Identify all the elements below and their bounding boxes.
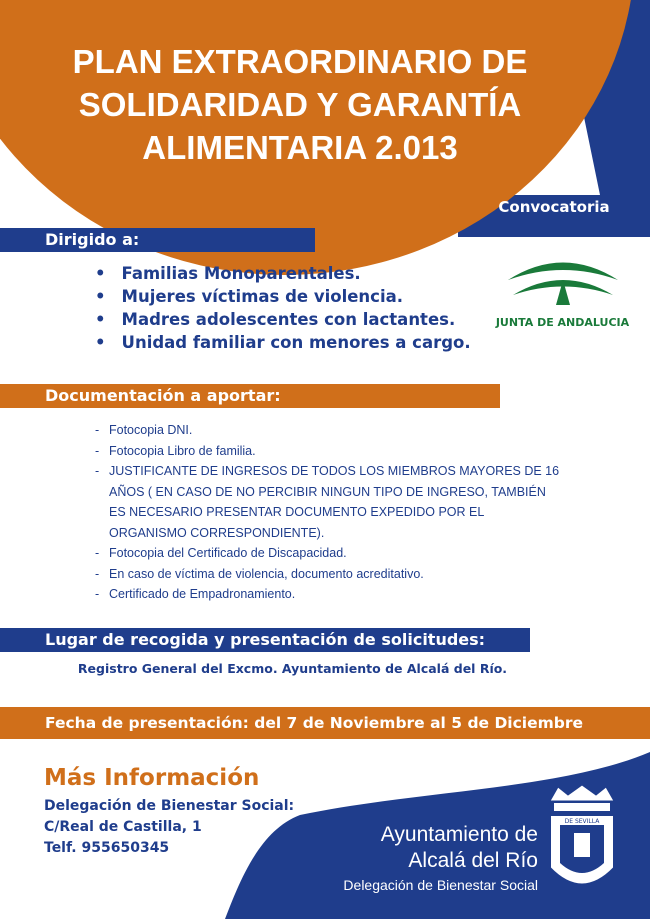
ayuntamiento-line: Ayuntamiento de	[380, 823, 538, 846]
convocatoria-label: Convocatoria	[498, 198, 610, 216]
list-item: - Fotocopia del Certificado de Discapacidad.	[95, 546, 347, 560]
list-item: • Madres adolescentes con lactantes.	[95, 308, 471, 331]
lugar-heading: Lugar de recogida y presentación de solicitudes:	[0, 628, 530, 652]
info-lines	[44, 796, 294, 859]
list-item: - En caso de víctima de violencia, documento acreditativo.	[95, 566, 424, 581]
info-line: Telf. 955650345	[44, 840, 170, 856]
crest-icon	[544, 783, 620, 901]
fecha-bar	[0, 707, 650, 739]
fecha-value: del 7 de Noviembre al 5 de Diciembre	[248, 714, 584, 732]
fecha-label: Fecha de presentación:	[45, 714, 249, 732]
title-line: ALIMENTARIA 2.013	[142, 129, 458, 166]
documentacion-heading: Documentación a aportar:	[0, 384, 500, 408]
junta-emblem-icon	[498, 250, 628, 312]
dirigido-heading: Dirigido a:	[0, 228, 315, 252]
title-line: PLAN EXTRAORDINARIO DE	[72, 43, 528, 80]
list-item: - Fotocopia Libro de familia.	[95, 443, 256, 458]
svg-text:DE SEVILLA: DE SEVILLA	[564, 818, 600, 825]
list-item: • Familias Monoparentales.	[95, 262, 471, 285]
junta-logo	[495, 250, 630, 329]
ayuntamiento-line: Alcalá del Río	[408, 849, 538, 872]
page-title	[0, 40, 600, 169]
documentacion-list	[95, 420, 565, 605]
list-item: - Certificado de Empadronamiento.	[95, 587, 296, 601]
info-heading: Más Información	[44, 765, 260, 791]
list-item: • Unidad familiar con menores a cargo.	[95, 331, 471, 354]
list-item: - JUSTIFICANTE DE INGRESOS DE TODOS LOS MIEMBROS MAYORES DE 16 AÑOS ( EN CASO DE NO PERCIBIR NINGUN TIPO DE INGRESO, TAMBIÉN ES NECESARIO PRESENTAR DOCUMENTO EXPEDIDO POR EL ORGANISMO CORRESPONDIENTE).	[95, 464, 560, 540]
ayuntamiento-sub: Delegación de Bienestar Social	[343, 877, 538, 893]
junta-logo-text: JUNTA DE ANDALUCIA	[495, 316, 630, 329]
lugar-text: Registro General del Excmo. Ayuntamiento de Alcalá del Río.	[77, 661, 508, 676]
list-item: - Fotocopia DNI.	[95, 423, 193, 437]
ayuntamiento-name	[300, 822, 538, 896]
title-line: SOLIDARIDAD Y GARANTÍA	[78, 86, 522, 123]
dirigido-list	[95, 262, 471, 354]
list-item: • Mujeres víctimas de violencia.	[95, 285, 471, 308]
info-line: C/Real de Castilla, 1	[44, 819, 202, 835]
info-line: Delegación de Bienestar Social:	[44, 798, 295, 814]
